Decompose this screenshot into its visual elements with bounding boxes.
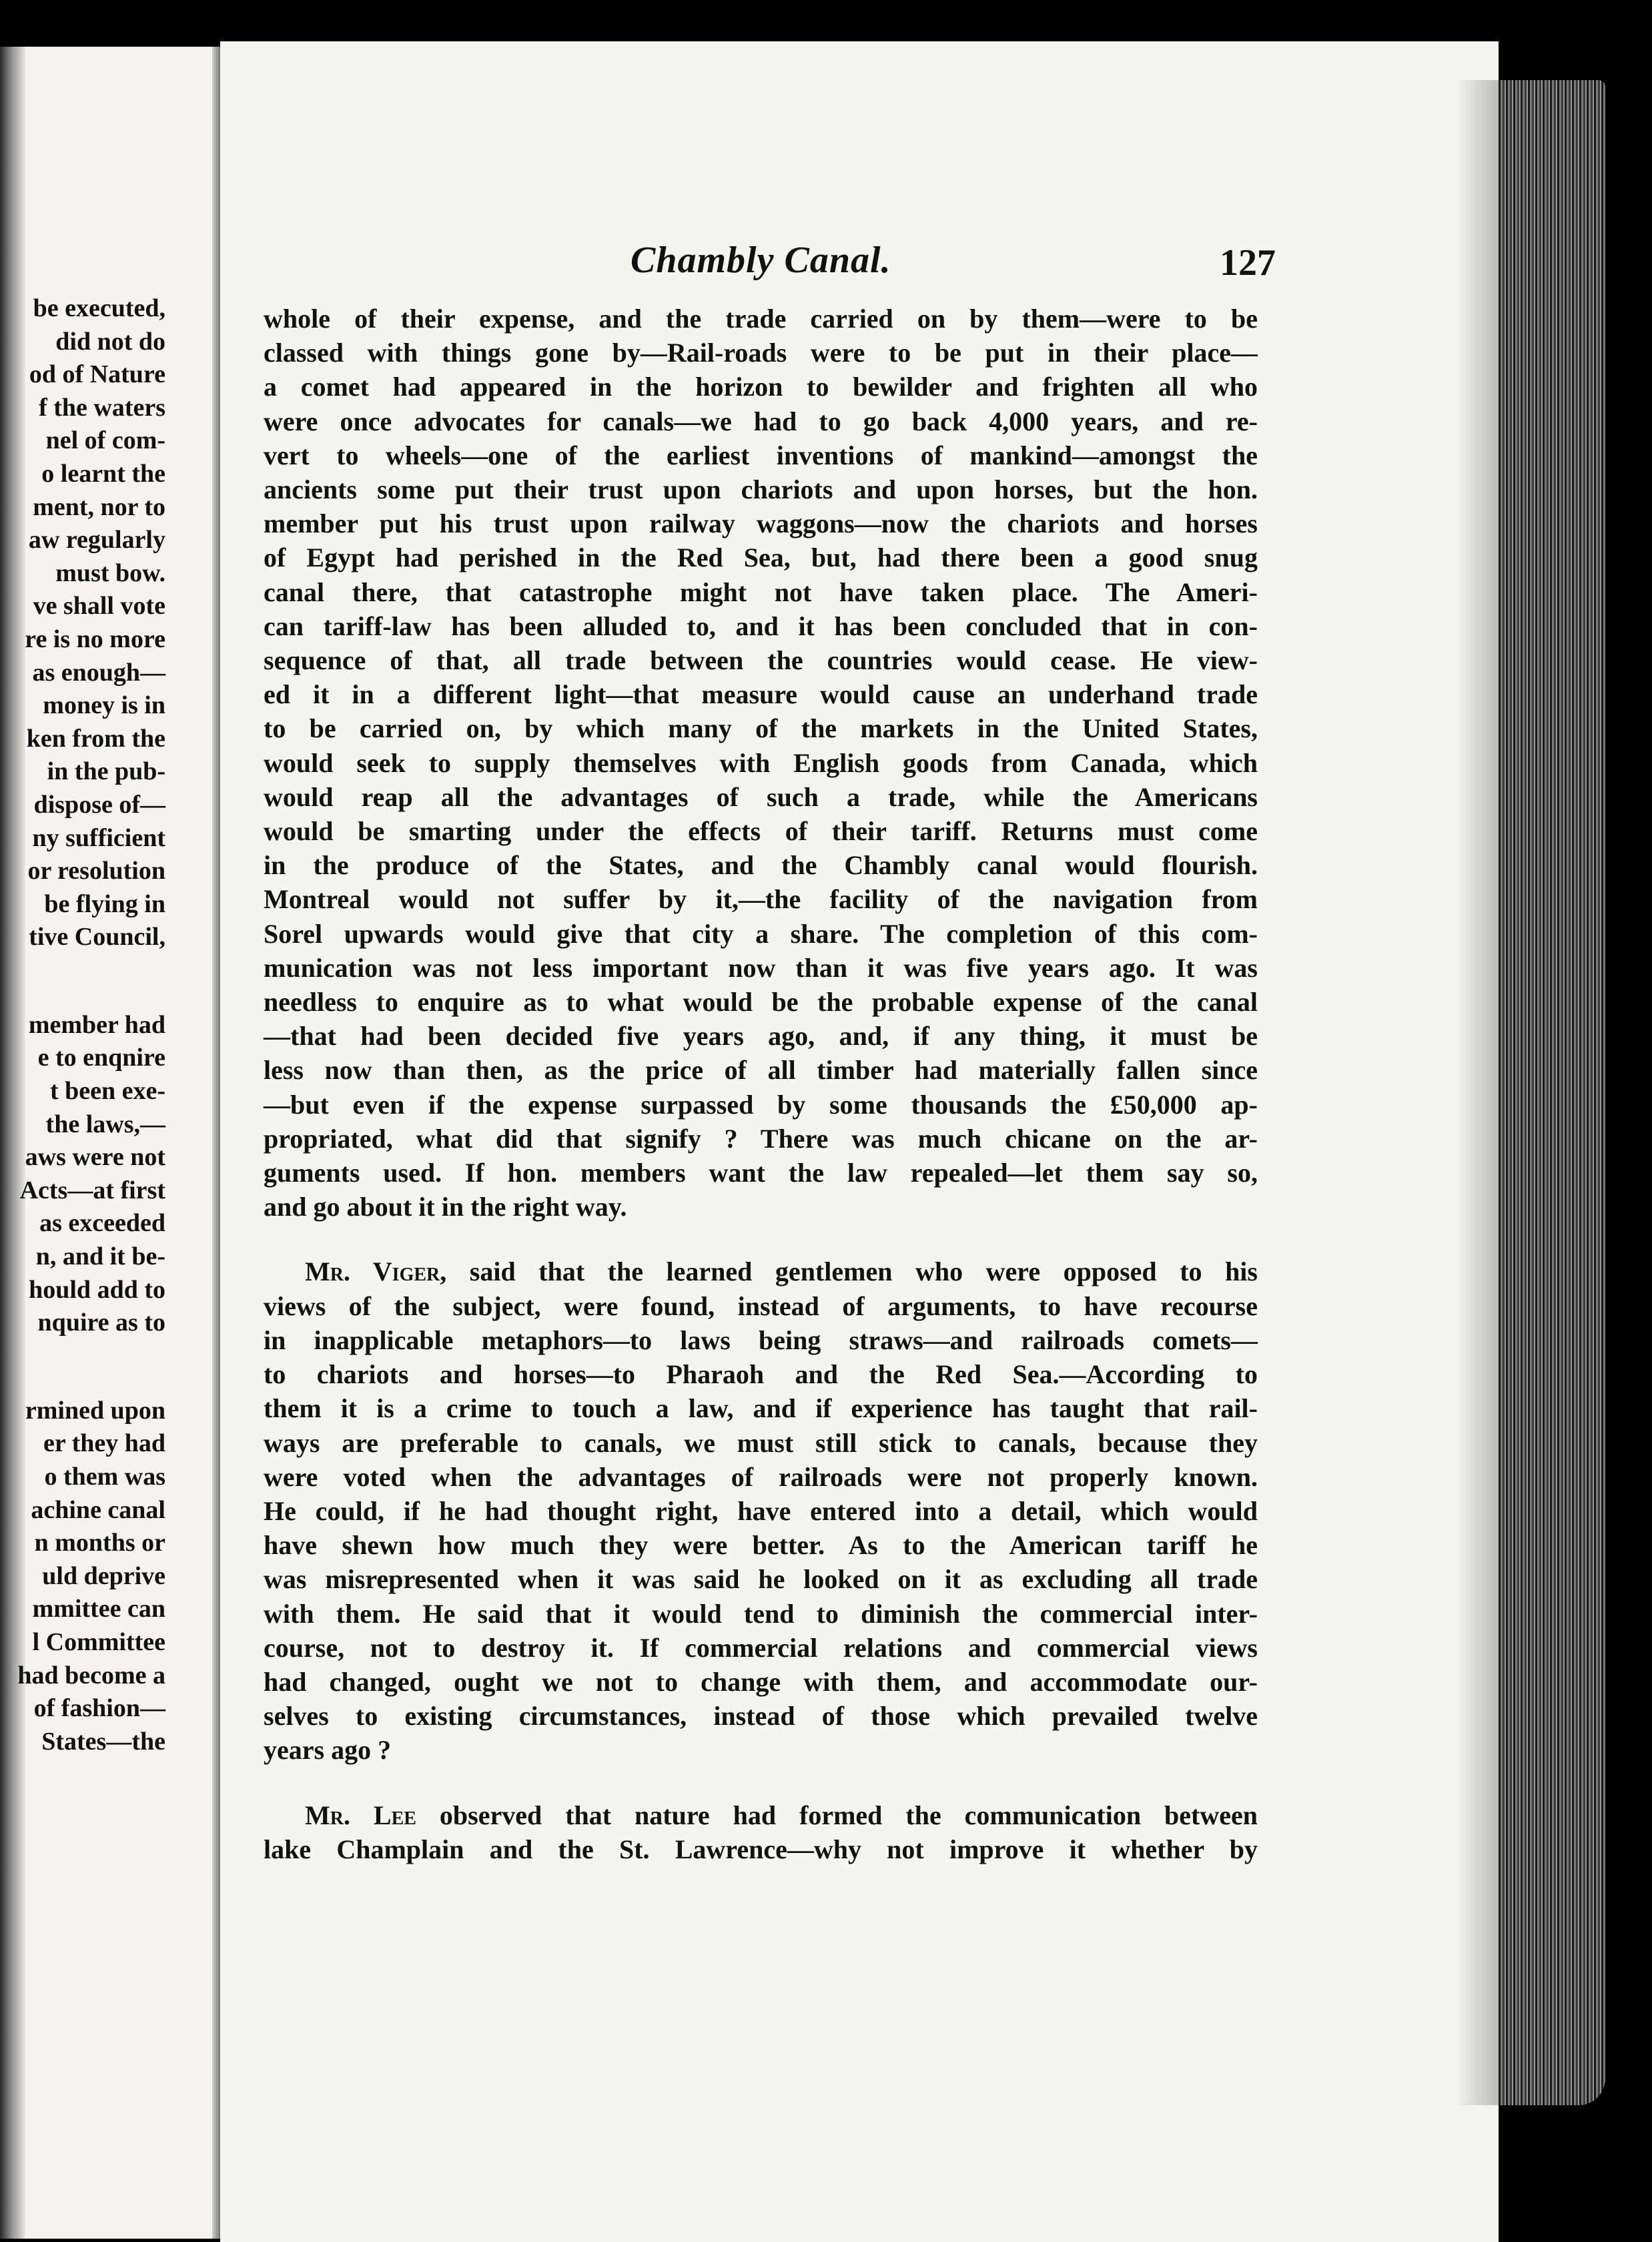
text-line: in the produce of the States, and the Chambly canal would flourish. (264, 850, 1258, 881)
text-line: was misrepresented when it was said he looked on it as excluding all trade (264, 1564, 1258, 1595)
text-line: years ago ? (264, 1735, 392, 1766)
running-head: Chambly Canal. (631, 240, 891, 281)
text-line: vert to wheels—one of the earliest inventions of mankind—amongst the (264, 440, 1258, 470)
text-line: whole of their expense, and the trade carried on by them—were to be (264, 304, 1258, 334)
text-line: —that had been decided five years ago, and, if any thing, it must be (264, 1021, 1258, 1052)
facing-page-line: must bow. (55, 558, 165, 587)
page-edge-shadow (1455, 80, 1501, 2105)
facing-page-line: n, and it be- (35, 1242, 165, 1271)
text-line: canal there, that catastrophe might not have taken place. The Ameri- (264, 577, 1258, 607)
text-line: had changed, ought we not to change with them, and accommodate our- (264, 1666, 1258, 1697)
facing-page-line: e to enqnire (37, 1044, 165, 1072)
paragraph-gap (264, 1768, 1258, 1798)
facing-page-line: aw regularly (28, 526, 165, 554)
text-line: He could, if he had thought right, have entered into a detail, which would (264, 1495, 1258, 1526)
text-line: were once advocates for canals—we had to go back 4,000 years, and re- (264, 406, 1258, 436)
text-line: them it is a crime to touch a law, and if experience has taught that rail- (264, 1393, 1258, 1424)
facing-page-line: ment, nor to (33, 492, 165, 521)
text-line: of Egypt had perished in the Red Sea, but, had there been a good snug (264, 542, 1258, 573)
facing-page-line: the laws,— (45, 1110, 165, 1138)
facing-page-line: ken from the (26, 724, 165, 753)
facing-page-line (0, 1340, 165, 1395)
facing-page-line: had become a (17, 1661, 165, 1690)
speaker-name: Mr. Lee (305, 1800, 416, 1830)
text-line: would be smarting under the effects of their tariff. Returns must come (264, 816, 1258, 847)
facing-page-line: money is in (43, 691, 165, 720)
facing-page-line: be flying in (44, 889, 165, 918)
facing-page-line: or resolution (27, 857, 165, 885)
facing-page-line: did not do (55, 327, 165, 356)
text-line: propriated, what did that signify ? There was much chicane on the ar- (264, 1123, 1258, 1154)
speaker-name: Mr. Viger (305, 1256, 440, 1287)
text-line: member put his trust upon railway waggons—now the chariots and horses (264, 508, 1258, 539)
text-line: in inapplicable metaphors—to laws being straws—and railroads comets— (264, 1325, 1258, 1355)
facing-page-line: of fashion— (33, 1694, 165, 1723)
facing-page-line: rmined upon (25, 1396, 165, 1425)
text-line: ways are preferable to canals, we must still stick to canals, because they (264, 1427, 1258, 1458)
facing-page-line: dispose of— (33, 790, 165, 819)
facing-page-line: l Committee (32, 1627, 165, 1656)
body-text (264, 302, 1258, 1866)
facing-page (0, 47, 220, 2239)
text-line: Sorel upwards would give that city a share. The completion of this com- (264, 918, 1258, 949)
facing-page-line: ve shall vote (33, 592, 165, 621)
facing-page-line: nel of com- (45, 426, 165, 455)
facing-page-line: n months or (34, 1529, 165, 1557)
binding-gutter (212, 47, 220, 2239)
text-line: to chariots and horses—to Pharaoh and the Red Sea.—According to (264, 1359, 1258, 1390)
text-line: course, not to destroy it. If commercial relations and commercial views (264, 1632, 1258, 1663)
text-line: munication was not less important now than it was five years ago. It was (264, 952, 1258, 983)
text-line: with them. He said that it would tend to diminish the commercial inter- (264, 1598, 1258, 1629)
text-line: views of the subject, were found, instead of arguments, to have recourse (264, 1290, 1258, 1321)
page-block-edge (1499, 80, 1605, 2105)
paragraph-gap (264, 1224, 1258, 1254)
facing-page-text (0, 292, 165, 1758)
facing-page-line: achine canal (31, 1495, 165, 1524)
text-line: were voted when the advantages of railroads were not properly known. (264, 1461, 1258, 1492)
text-line: needless to enquire as to what would be the probable expense of the canal (264, 987, 1258, 1018)
facing-page-line: od of Nature (29, 360, 165, 389)
facing-page-line: member had (28, 1010, 165, 1039)
text-line: would seek to supply themselves with English goods from Canada, which (264, 747, 1258, 778)
facing-page-line: uld deprive (42, 1561, 165, 1590)
facing-page-line: ny sufficient (32, 823, 165, 852)
text-line: to be carried on, by which many of the markets in the United States, (264, 713, 1258, 744)
text-line: classed with things gone by—Rail-roads were to be put in their place— (264, 338, 1258, 368)
text-line: guments used. If hon. members want the law repealed—let them say so, (264, 1158, 1258, 1188)
text-line: selves to existing circumstances, instead of those which prevailed twelve (264, 1701, 1258, 1732)
text-line: have shewn how much they were better. As to the American tariff he (264, 1530, 1258, 1561)
text-line: less now than then, as the price of all timber had materially fallen since (264, 1055, 1258, 1086)
text-line: ancients some put their trust upon chariots and upon horses, but the hon. (264, 474, 1258, 505)
text-line: sequence of that, all trade between the countries would cease. He view- (264, 645, 1258, 676)
facing-page-line: mmittee can (32, 1595, 165, 1623)
facing-page-line: be executed, (33, 294, 165, 322)
facing-page-line: nquire as to (37, 1309, 165, 1337)
text-line: a comet had appeared in the horizon to bewilder and frighten all who (264, 372, 1258, 402)
text-line: and go about it in the right way. (264, 1192, 627, 1222)
speaker-remark: observed that nature had formed the communication between (416, 1800, 1258, 1830)
facing-page-line: States—the (41, 1727, 165, 1756)
facing-page-line: tive Council, (29, 923, 165, 952)
facing-page-line: t been exe- (49, 1077, 165, 1106)
speaker-remark: , said that the learned gentlemen who were opposed to his (440, 1256, 1258, 1287)
facing-page-line: aws were not (25, 1143, 165, 1172)
page-number: 127 (1220, 242, 1276, 284)
facing-page-line: hould add to (29, 1275, 165, 1304)
facing-page-line: as exceeded (39, 1209, 165, 1238)
text-line: lake Champlain and the St. Lawrence—why not improve it whether by (264, 1834, 1258, 1864)
facing-page-line: o learnt the (41, 459, 165, 488)
paragraph-first-line (264, 1798, 1258, 1832)
facing-page-line: as enough— (32, 658, 165, 687)
facing-page-line: in the pub- (47, 757, 165, 786)
facing-page-line: re is no more (25, 625, 165, 653)
facing-page-line: o them was (44, 1463, 165, 1491)
text-line: —but even if the expense surpassed by some thousands the £50,000 ap- (264, 1089, 1258, 1120)
text-line: can tariff-law has been alluded to, and it has been concluded that in con- (264, 611, 1258, 641)
facing-page-line: Acts—at first (19, 1176, 165, 1204)
text-line: would reap all the advantages of such a trade, while the Americans (264, 781, 1258, 812)
facing-page-line (0, 954, 165, 1009)
text-line: Montreal would not suffer by it,—the facility of the navigation from (264, 884, 1258, 915)
text-line: ed it in a different light—that measure would cause an underhand trade (264, 679, 1258, 710)
facing-page-line: f the waters (39, 393, 165, 422)
facing-page-line: er they had (43, 1429, 165, 1458)
paragraph-first-line (264, 1254, 1258, 1288)
